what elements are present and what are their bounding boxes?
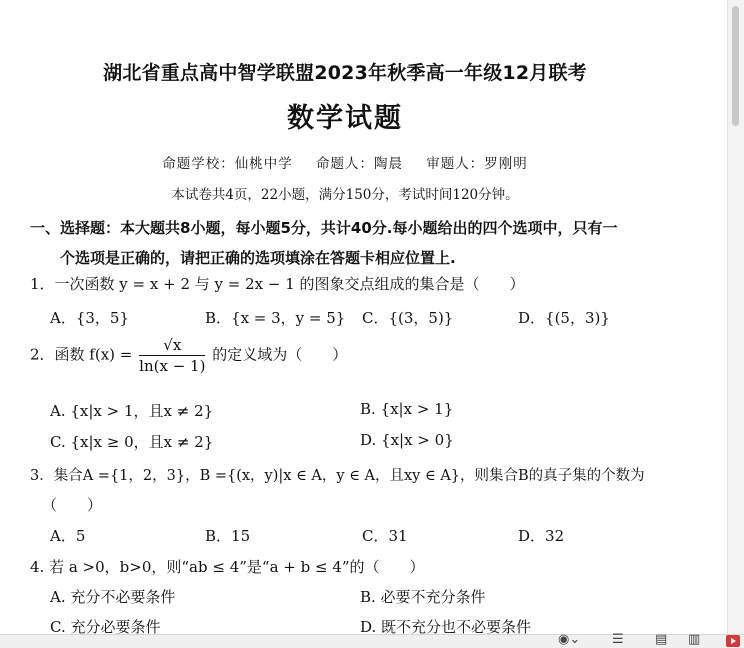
q4-option-b: B. 必要不充分条件 — [360, 588, 486, 606]
author-label: 命题人：陶晨 — [316, 156, 403, 172]
play-icon[interactable] — [726, 635, 740, 647]
q2-stem — [30, 336, 347, 375]
q2-fraction — [139, 336, 205, 375]
q1-option-d: D．{(5，3)} — [518, 309, 610, 327]
q2-option-a: A. {x|x > 1，且x ≠ 2} — [50, 402, 214, 420]
q1-option-a: A．{3，5} — [50, 309, 130, 327]
q4-option-a: A. 充分不必要条件 — [50, 588, 176, 606]
q3-option-a: A．5 — [50, 527, 86, 545]
exam-note: 本试卷共4页，22小题，满分150分，考试时间120分钟。 — [171, 187, 519, 203]
q2-suffix: 的定义域为（ ） — [212, 345, 348, 364]
q4-option-d: D. 既不充分也不必要条件 — [360, 618, 532, 634]
exam-info — [0, 152, 690, 172]
q1-stem: 1．一次函数 y = x + 2 与 y = 2x − 1 的图象交点组成的集合是（ ） — [30, 275, 525, 293]
exam-subtitle: 数学试题 — [287, 103, 403, 134]
q2-option-b: B. {x|x > 1} — [360, 400, 454, 418]
section-heading-line2: 个选项是正确的，请把正确的选项填涂在答题卡相应位置上. — [60, 249, 456, 267]
q3-stem-line2: （ ） — [42, 496, 103, 514]
viewer-toolbar — [0, 634, 744, 648]
section-heading-line1: 一、选择题：本大题共8小题，每小题5分，共计40分.每小题给出的四个选项中，只有一 — [30, 219, 618, 237]
reviewer-label: 审题人：罗刚明 — [426, 156, 528, 172]
q2-option-c: C. {x|x ≥ 0，且x ≠ 2} — [50, 433, 214, 451]
q2-option-d: D. {x|x > 0} — [360, 431, 454, 449]
q3-option-b: B．15 — [205, 527, 251, 545]
double-page-icon[interactable]: ▥ — [688, 632, 701, 647]
q1-option-c: C．{(3，5)} — [362, 309, 454, 327]
eye-icon[interactable]: ◉⌄ — [558, 632, 581, 647]
q3-option-d: D．32 — [518, 527, 565, 545]
q1-option-b: B．{x = 3，y = 5} — [205, 309, 346, 327]
q4-option-c: C. 充分必要条件 — [50, 618, 161, 634]
school-label: 命题学校：仙桃中学 — [162, 156, 293, 172]
page-layout-icon[interactable]: ☰ — [612, 632, 624, 647]
q3-option-c: C．31 — [362, 527, 408, 545]
q2-denominator: ln(x − 1) — [139, 357, 206, 375]
exam-title: 湖北省重点高中智学联盟2023年秋季高一年级12月联考 — [103, 62, 587, 84]
scrollbar-thumb[interactable] — [732, 6, 739, 126]
single-page-icon[interactable]: ▤ — [655, 632, 668, 647]
q2-prefix: 2．函数 f(x) = — [30, 345, 133, 364]
q2-numerator: √x — [139, 336, 205, 356]
vertical-scrollbar[interactable] — [727, 0, 744, 634]
q4-stem: 4. 若 a >0，b>0，则“ab ≤ 4”是“a + b ≤ 4”的（ ） — [30, 558, 425, 576]
q3-stem-line1: 3．集合A ={1，2，3}，B ={(x，y)|x ∈ A，y ∈ A，且xy ∈ A}，则集合B的真子集的个数为 — [30, 468, 645, 484]
